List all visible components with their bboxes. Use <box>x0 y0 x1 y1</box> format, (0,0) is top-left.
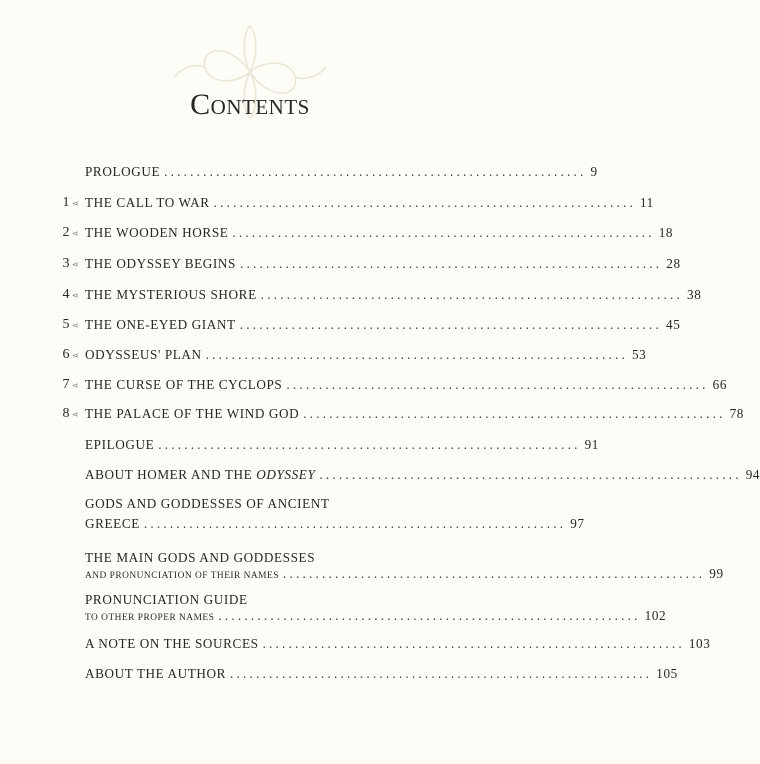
entry-page: 102 <box>644 608 667 623</box>
entry-subtitle: TO OTHER PROPER NAMES <box>85 613 215 623</box>
entry-title: A NOTE ON THE SOURCES <box>85 636 259 651</box>
separator-icon: ⋖ <box>72 260 79 269</box>
entry-page: 78 <box>729 406 744 421</box>
dot-leader: ................................................................. <box>213 195 636 210</box>
entry-title-italic: ODYSSEY <box>256 467 316 482</box>
entry-page: 53 <box>631 347 647 362</box>
separator-icon: ⋖ <box>72 199 79 208</box>
chapter-number: 6 <box>62 347 70 362</box>
chapter-number: 3 <box>62 256 70 271</box>
dot-leader: ................................................................. <box>205 347 628 362</box>
dot-leader: ................................................................. <box>260 287 684 302</box>
entry-title: THE WOODEN HORSE <box>85 225 229 240</box>
dot-leader: ................................................................. <box>164 164 587 179</box>
separator-icon: ⋖ <box>72 321 79 330</box>
separator-icon: ⋖ <box>72 229 79 238</box>
separator-icon: ⋖ <box>72 291 79 300</box>
entry-page: 28 <box>666 256 681 271</box>
separator-icon: ⋖ <box>72 410 79 419</box>
entry-subtitle: AND PRONUNCIATION OF THEIR NAMES <box>85 571 279 581</box>
entry-title: THE MAIN GODS AND GODDESSES <box>85 550 316 565</box>
dot-leader: ................................................................. <box>239 256 663 271</box>
entry-title: ODYSSEUS' PLAN <box>85 347 202 362</box>
chapter-number: 2 <box>62 225 70 240</box>
entry-page: 97 <box>570 516 585 531</box>
dot-leader: ................................................................. <box>158 437 581 452</box>
dot-leader: ................................................................. <box>239 317 662 332</box>
entry-title: PRONUNCIATION GUIDE <box>85 592 248 607</box>
entry-page: 38 <box>687 287 702 302</box>
entry-title: GODS AND GODDESSES OF ANCIENT <box>85 496 330 511</box>
separator-icon: ⋖ <box>72 381 79 390</box>
entry-page: 99 <box>709 566 724 581</box>
dot-leader: ................................................................. <box>262 636 685 651</box>
dot-leader: ................................................................. <box>230 666 653 681</box>
entry-page: 103 <box>688 636 711 651</box>
entry-page: 45 <box>666 317 681 332</box>
entry-title: THE MYSTERIOUS SHORE <box>85 287 257 302</box>
entry-title: ABOUT THE AUTHOR <box>85 666 226 681</box>
dot-leader: ................................................................. <box>319 467 742 482</box>
entry-title: ABOUT HOMER AND THE ODYSSEY <box>85 467 316 482</box>
entry-page: 66 <box>712 377 728 392</box>
entry-title: THE PALACE OF THE WIND GOD <box>85 406 300 421</box>
entry-title: PROLOGUE <box>85 164 161 179</box>
entry-page: 91 <box>584 437 599 452</box>
entry-title: THE CURSE OF THE CYCLOPS <box>85 377 283 392</box>
entry-title: THE CALL TO WAR <box>85 195 210 210</box>
chapter-number: 4 <box>62 287 70 302</box>
dot-leader: ................................................................. <box>303 406 726 421</box>
chapter-number: 8 <box>62 406 70 421</box>
page-title: Contents <box>190 88 310 121</box>
entry-title: THE ONE-EYED GIANT <box>85 317 236 332</box>
chapter-number: 7 <box>62 377 70 392</box>
dot-leader: ................................................................. <box>143 516 567 531</box>
separator-icon: ⋖ <box>72 351 79 360</box>
entry-page: 9 <box>590 164 598 179</box>
dot-leader: ................................................................. <box>218 608 641 623</box>
dot-leader: ................................................................. <box>282 566 706 581</box>
entry-page: 94 <box>745 467 760 482</box>
entry-page: 11 <box>639 195 654 210</box>
entry-page: 18 <box>658 225 674 240</box>
entry-title: EPILOGUE <box>85 437 155 452</box>
dot-leader: ................................................................. <box>232 225 655 240</box>
chapter-number: 1 <box>62 195 70 210</box>
dot-leader: ................................................................. <box>286 377 709 392</box>
chapter-number: 5 <box>62 317 70 332</box>
entry-page: 105 <box>656 666 678 681</box>
entry-title: THE ODYSSEY BEGINS <box>85 256 236 271</box>
entry-title-continued: GREECE <box>85 516 140 531</box>
